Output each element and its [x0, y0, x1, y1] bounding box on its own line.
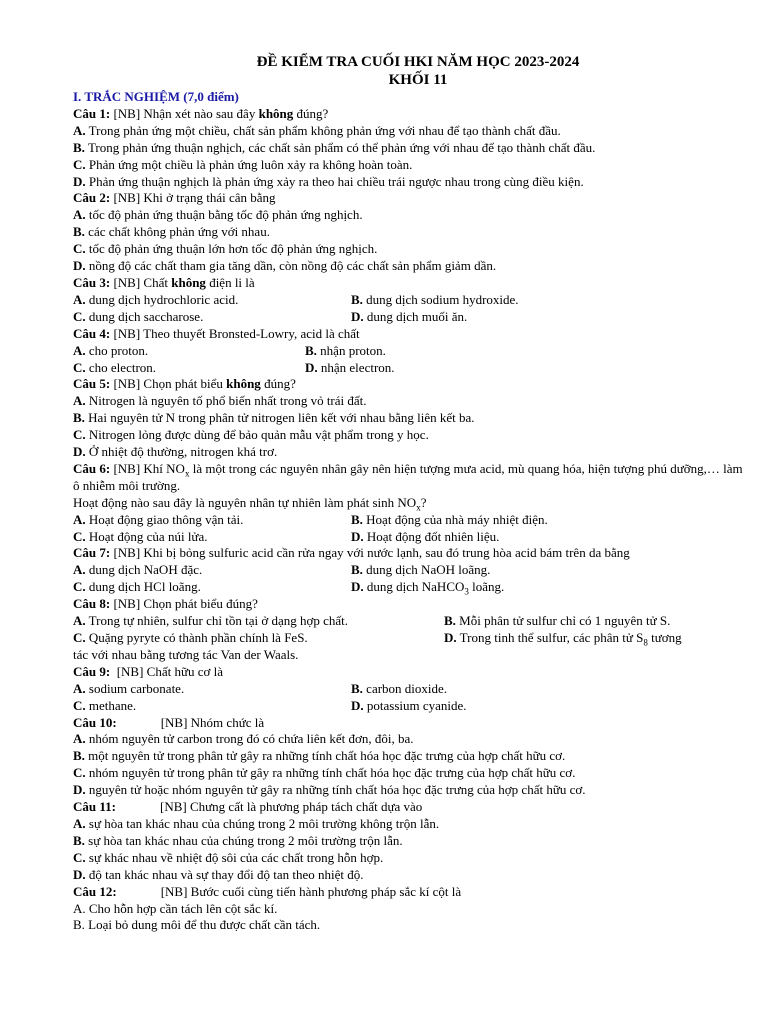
- option-a: A. dung dịch hydrochloric acid.: [73, 291, 239, 307]
- option-b: B. Hai nguyên tử N trong phân tử nitrogen liên kết với nhau bằng liên kết ba.: [73, 410, 475, 426]
- option-c: C. Hoạt động của núi lửa.: [73, 528, 208, 544]
- question-number: Câu 7:: [73, 545, 111, 561]
- question-stem: [NB] Nhận xét nào sau đây: [110, 105, 259, 121]
- exam-title: ĐỀ KIỂM TRA CUỐI HKI NĂM HỌC 2023-2024: [256, 54, 580, 70]
- option-a: A. nhóm nguyên tử carbon trong đó có chứa liên kết đơn, đôi, ba.: [73, 731, 414, 747]
- question-stem: [NB] Theo thuyết Bronsted-Lowry, acid là chất: [110, 325, 360, 341]
- option-b: B. Mỗi phân tử sulfur chỉ có 1 nguyên tử S.: [444, 613, 671, 629]
- question-stem: [NB] Chất: [110, 274, 172, 290]
- question-number: Câu 11:: [73, 799, 116, 815]
- question-stem: [NB] Chọn phát biểu: [110, 376, 227, 392]
- question-number: Câu 5:: [73, 376, 111, 392]
- question-1: [73, 106, 743, 123]
- option-a: A. Trong phản ứng một chiều, chất sản phẩm không phản ứng với nhau để tạo thành chất đầu.: [73, 122, 561, 138]
- option-row: [73, 529, 743, 546]
- option-c: C. cho electron.: [73, 359, 157, 375]
- option-a: A. dung dịch NaOH đặc.: [73, 562, 203, 578]
- option-d: D. nguyên tử hoặc nhóm nguyên tử gây ra những tính chất hóa học đặc trưng của hợp chất hữu cơ.: [73, 782, 586, 798]
- option-c: C. dung dịch saccharose.: [73, 308, 204, 324]
- option-a: A. Nitrogen là nguyên tố phổ biến nhất trong vỏ trái đất.: [73, 393, 367, 409]
- option-d-continued: tác với nhau bằng tương tác Van der Waals.: [73, 646, 299, 662]
- option-a: A. Cho hỗn hợp cần tách lên cột sắc kí.: [73, 900, 278, 916]
- option-row: [73, 343, 743, 360]
- question-number: Câu 10:: [73, 714, 117, 730]
- option-c: C. Quặng pyryte có thành phần chính là FeS.: [73, 630, 308, 645]
- question-number: Câu 3:: [73, 274, 111, 290]
- subscript: x: [416, 502, 421, 513]
- question-stem: [NB] Chọn phát biểu đúng?: [110, 596, 258, 612]
- option-a: A. sự hòa tan khác nhau của chúng trong 2 môi trường không trộn lẫn.: [73, 815, 440, 831]
- question-stem: [NB] Chưng cất là phương pháp tách chất dựa vào: [159, 799, 423, 815]
- option-c: C. nhóm nguyên tử trong phân tử gây ra những tính chất hóa học đặc trưng của hợp chất hữu cơ.: [73, 765, 576, 781]
- question-6: [73, 461, 743, 495]
- option-d: D. nhận electron.: [305, 359, 395, 375]
- option-b: B. Loại bỏ dung môi để thu được chất cần tách.: [73, 917, 321, 933]
- question-number: Câu 12:: [73, 883, 117, 899]
- option-a: A. Hoạt động giao thông vận tải.: [73, 511, 244, 527]
- question-stem: điện li là: [205, 274, 255, 290]
- question-stem-emphasis: không: [226, 376, 261, 392]
- option-a: A. Trong tự nhiên, sulfur chỉ tồn tại ở dạng hợp chất.: [73, 613, 348, 629]
- option-d: D. Phản ứng thuận nghịch là phản ứng xảy ra theo hai chiều trái ngược nhau trong cùng điều kiện.: [73, 173, 584, 189]
- question-number: Câu 4:: [73, 325, 111, 341]
- option-b: B. carbon dioxide.: [351, 680, 448, 696]
- option-b: B. Hoạt động của nhà máy nhiệt điện.: [351, 511, 548, 527]
- question-stem: đúng?: [260, 376, 296, 392]
- question-number: Câu 1:: [73, 105, 111, 121]
- option-c: C. methane.: [73, 697, 137, 713]
- option-d: D. Ở nhiệt độ thường, nitrogen khá trơ.: [73, 444, 278, 460]
- question-6-prompt: Hoạt động nào sau đây là nguyên nhân tự nhiên làm phát $\sinh NO_x$?: [73, 494, 427, 513]
- question-number: Câu 8:: [73, 596, 111, 612]
- option-row: [73, 512, 743, 529]
- question-9: [73, 664, 743, 681]
- question-stem-emphasis: không: [171, 274, 206, 290]
- option-b: B. Trong phản ứng thuận nghịch, các chất sản phẩm có thể phản ứng với nhau để tạo thành chất đầu.: [73, 139, 596, 155]
- question-stem: đúng?: [293, 105, 329, 121]
- option-c: C. tốc độ phản ứng thuận lớn hơn tốc độ phản ứng nghịch.: [73, 241, 378, 257]
- question-number: Câu 2:: [73, 190, 111, 206]
- option-row: [73, 630, 743, 647]
- question-stem: là một trong các nguyên nhân gây nên hiện tượng mưa acid, mù quang hóa, hiện tượng phú dưỡng,… làm ô nhiễm môi trường.: [73, 460, 743, 493]
- question-8: [73, 596, 743, 613]
- question-stem-emphasis: không: [258, 105, 294, 121]
- option-row: [73, 309, 743, 326]
- option-c: C. Nitrogen lỏng được dùng để bảo quản mẫu vật phẩm trong y học.: [73, 427, 429, 443]
- option-d: D. Hoạt động đốt nhiên liệu.: [351, 528, 500, 544]
- option-row: [73, 698, 743, 715]
- option-d: D. dung dịch NaHCO$_3$ loãng.: [351, 579, 505, 597]
- question-number: Câu 6:: [73, 460, 111, 476]
- option-d: D. nồng độ các chất tham gia tăng dần, còn nồng độ các chất sản phẩm giảm dần.: [73, 258, 497, 274]
- question-stem: [NB] Chất hữu cơ là: [110, 663, 224, 679]
- subscript: x: [184, 468, 190, 479]
- question-3: [73, 275, 743, 292]
- question-10: [73, 715, 743, 732]
- option-d: D. dung dịch muối ăn.: [351, 308, 468, 324]
- option-b: B. một nguyên tử trong phân tử gây ra những tính chất hóa học đặc trưng của hợp chất hữu cơ.: [73, 748, 566, 764]
- option-d: D. Trong tinh thể sulfur, các phân tử $S_8$ tương: [444, 630, 682, 648]
- option-row: [73, 292, 743, 309]
- option-d: D. potassium cyanide.: [351, 697, 467, 713]
- question-stem: [NB] Bước cuối cùng tiến hành phương pháp sắc kí cột là: [160, 883, 462, 899]
- option-a: A. cho proton.: [73, 342, 149, 358]
- question-stem: [NB] Khi ở trạng thái cân bằng: [110, 190, 276, 206]
- question-5: [73, 376, 743, 393]
- question-number: Câu 9:: [73, 663, 111, 679]
- section-heading: I. TRẮC NGHIỆM (7,0 điểm): [73, 89, 239, 104]
- option-row: [73, 681, 743, 698]
- option-d: D. độ tan khác nhau và sự thay đổi độ tan theo nhiệt độ.: [73, 866, 364, 882]
- question-stem: [NB] Khi bị bỏng sulfuric acid cần rửa ngay với nước lạnh, sau đó trung hòa acid bám trên da bằng: [110, 545, 630, 561]
- option-row: [73, 579, 743, 596]
- exam-grade: KHỐI 11: [388, 72, 448, 88]
- question-stem: [NB] Khí NO: [110, 460, 185, 476]
- question-7: [73, 545, 743, 562]
- option-c: C. Phản ứng một chiều là phản ứng luôn xảy ra không hoàn toàn.: [73, 156, 413, 172]
- option-row: [73, 613, 743, 630]
- option-b: B. sự hòa tan khác nhau của chúng trong 2 môi trường trộn lẫn.: [73, 832, 403, 848]
- option-c: C. dung dịch HCl loãng.: [73, 579, 201, 595]
- option-row: [73, 360, 743, 377]
- option-c: C. sự khác nhau về nhiệt độ sôi của các chất trong hỗn hợp.: [73, 849, 384, 865]
- option-a: A. sodium carbonate.: [73, 680, 185, 696]
- question-stem: [NB] Nhóm chức là: [160, 714, 265, 730]
- option-b: B. dung dịch NaOH loãng.: [351, 562, 491, 578]
- question-2: [73, 190, 743, 207]
- option-b: B. nhận proton.: [305, 342, 386, 358]
- option-b: B. dung dịch sodium hydroxide.: [351, 291, 519, 307]
- option-b: B. các chất không phản ứng với nhau.: [73, 224, 270, 240]
- question-4: [73, 326, 743, 343]
- option-a: A. tốc độ phản ứng thuận bằng tốc độ phản ứng nghịch.: [73, 207, 363, 223]
- question-11: [73, 799, 743, 816]
- option-row: [73, 562, 743, 579]
- question-12: [73, 884, 743, 901]
